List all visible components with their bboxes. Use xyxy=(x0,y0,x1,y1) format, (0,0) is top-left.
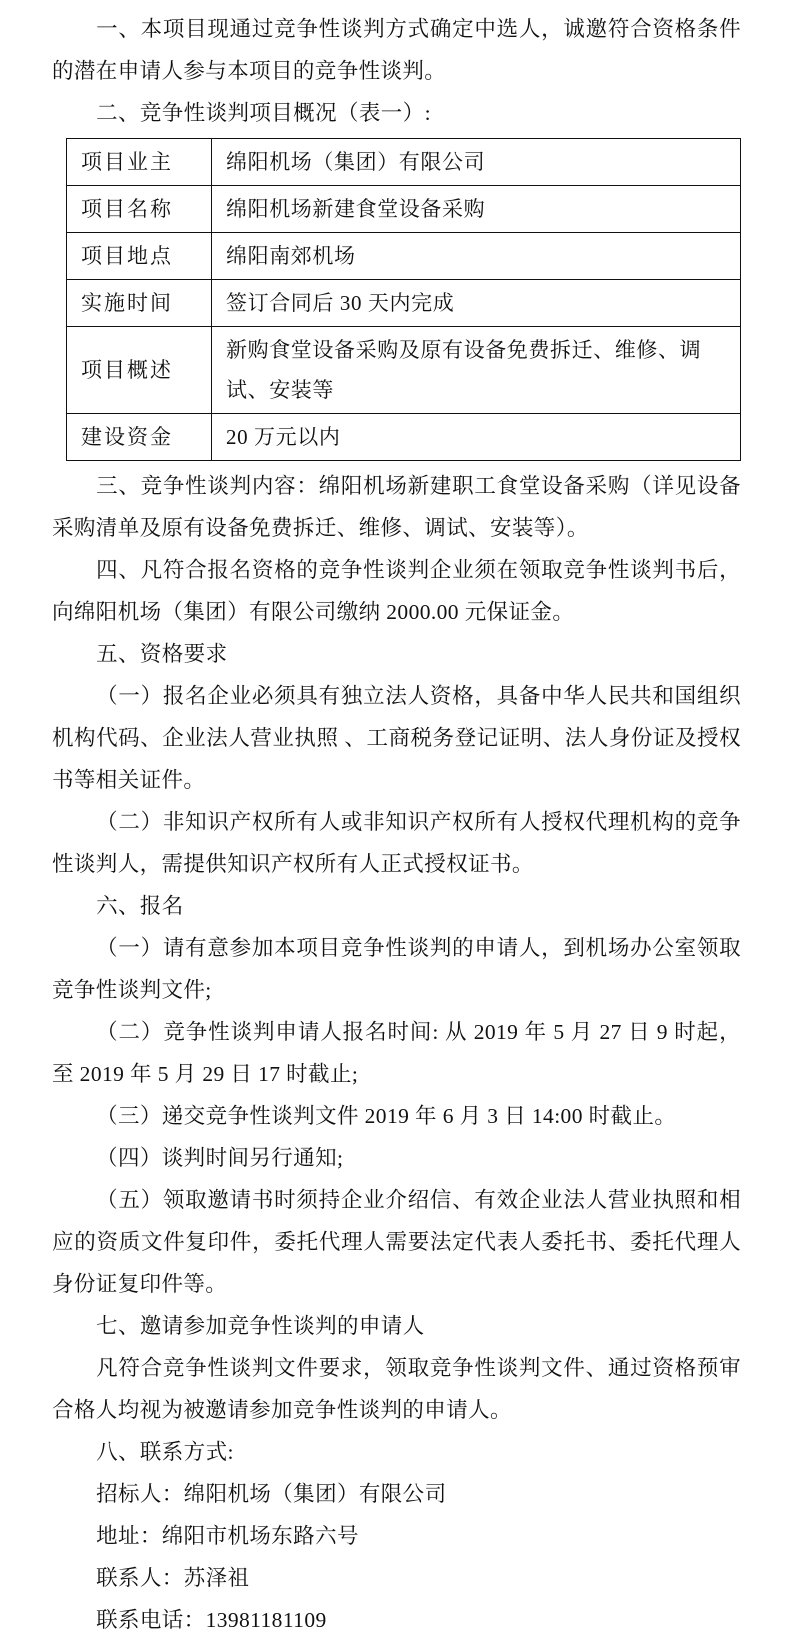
table-cell-value: 新购食堂设备采购及原有设备免费拆迁、维修、调试、安装等 xyxy=(212,327,741,414)
paragraph-section-6-item-3: （三）递交竞争性谈判文件 2019 年 6 月 3 日 14:00 时截止。 xyxy=(96,1104,677,1128)
table-cell-value: 绵阳机场（集团）有限公司 xyxy=(212,139,741,186)
paragraph-section-1: 一、本项目现通过竞争性谈判方式确定中选人，诚邀符合资格条件的潜在申请人参与本项目的竞争性谈判。 xyxy=(52,17,741,83)
table-cell-label: 实施时间 xyxy=(67,280,212,327)
table-row xyxy=(67,327,741,414)
paragraph-section-7-body: 凡符合竞争性谈判文件要求，领取竞争性谈判文件、通过资格预审合格人均视为被邀请参加竞争性谈判的申请人。 xyxy=(52,1356,741,1422)
paragraph-section-3: 三、竞争性谈判内容：绵阳机场新建职工食堂设备采购（详见设备采购清单及原有设备免费拆迁、维修、调试、安装等）。 xyxy=(52,474,741,540)
paragraph-section-5: 五、资格要求 xyxy=(96,642,228,666)
table-cell-label: 项目名称 xyxy=(67,186,212,233)
table-cell-label: 项目业主 xyxy=(67,139,212,186)
contact-phone: 联系电话：13981181109 xyxy=(96,1608,327,1632)
table-row xyxy=(67,139,741,186)
paragraph-section-5-item-2: （二）非知识产权所有人或非知识产权所有人授权代理机构的竞争性谈判人，需提供知识产权所有人正式授权证书。 xyxy=(52,810,741,876)
paragraph-section-6-item-4: （四）谈判时间另行通知; xyxy=(96,1146,344,1170)
paragraph-section-2: 二、竞争性谈判项目概况（表一）: xyxy=(96,101,431,125)
paragraph-section-5-item-1: （一）报名企业必须具有独立法人资格，具备中华人民共和国组织机构代码、企业法人营业执照 、工商税务登记证明、法人身份证及授权书等相关证件。 xyxy=(52,684,741,792)
table-cell-value: 绵阳机场新建食堂设备采购 xyxy=(212,186,741,233)
project-overview-table xyxy=(66,138,741,461)
table-cell-value: 签订合同后 30 天内完成 xyxy=(212,280,741,327)
table-cell-label: 项目地点 xyxy=(67,233,212,280)
table-row xyxy=(67,233,741,280)
table-row xyxy=(67,186,741,233)
paragraph-section-4: 四、凡符合报名资格的竞争性谈判企业须在领取竞争性谈判书后，向绵阳机场（集团）有限公司缴纳 2000.00 元保证金。 xyxy=(52,558,741,624)
paragraph-section-6-item-2: （二）竞争性谈判申请人报名时间: 从 2019 年 5 月 27 日 9 时起，至 2019 年 5 月 29 日 17 时截止; xyxy=(52,1020,741,1086)
paragraph-section-7: 七、邀请参加竞争性谈判的申请人 xyxy=(96,1314,425,1338)
table-cell-value: 20 万元以内 xyxy=(212,414,741,461)
table-cell-label: 项目概述 xyxy=(67,327,212,414)
paragraph-section-6-item-5: （五）领取邀请书时须持企业介绍信、有效企业法人营业执照和相应的资质文件复印件，委托代理人需要法定代表人委托书、委托代理人身份证复印件等。 xyxy=(52,1188,741,1296)
contact-person: 联系人：苏泽祖 xyxy=(96,1566,250,1590)
table-cell-label: 建设资金 xyxy=(67,414,212,461)
table-cell-value: 绵阳南郊机场 xyxy=(212,233,741,280)
paragraph-section-6-item-1: （一）请有意参加本项目竞争性谈判的申请人，到机场办公室领取竞争性谈判文件; xyxy=(52,936,741,1002)
contact-tenderer: 招标人：绵阳机场（集团）有限公司 xyxy=(96,1482,447,1506)
project-overview-table-wrap xyxy=(52,138,741,461)
contact-address: 地址：绵阳市机场东路六号 xyxy=(96,1524,359,1548)
table-row xyxy=(67,280,741,327)
table-row xyxy=(67,414,741,461)
paragraph-section-6: 六、报名 xyxy=(96,894,184,918)
paragraph-section-8: 八、联系方式: xyxy=(96,1440,234,1464)
